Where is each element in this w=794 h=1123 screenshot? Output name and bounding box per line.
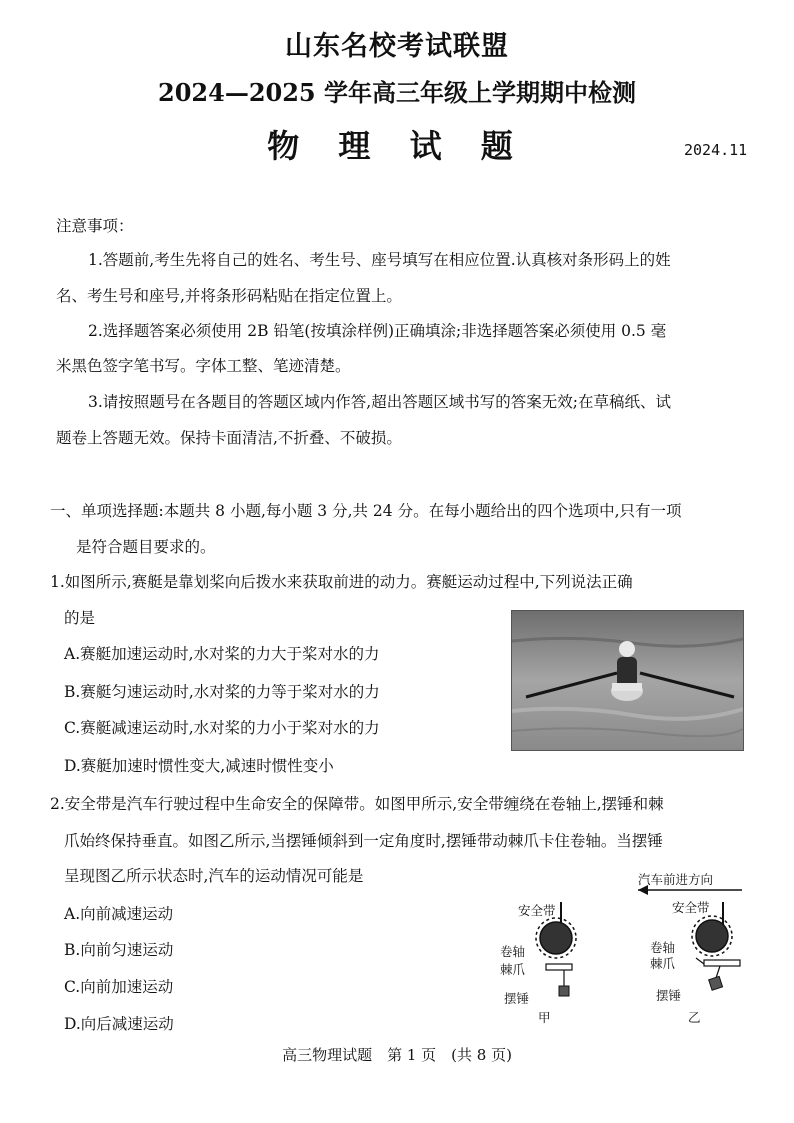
q2-option-b: B.向前匀速运动 [64,941,174,959]
section-heading-cont: 是符合题目要求的。 [76,538,216,556]
direction-label: 汽车前进方向 [638,872,714,887]
q2-stem-cont: 呈现图乙所示状态时,汽车的运动情况可能是 [64,867,364,885]
belt-label-b: 安全带 [672,900,710,915]
notes-line: 3.请按照题号在各题目的答题区域内作答,超出答题区域书写的答案无效;在草稿纸、试 [88,393,671,411]
notes-line: 题卷上答题无效。保持卡面清洁,不折叠、不破损。 [56,429,402,447]
figure-b-label: 乙 [688,1010,701,1025]
page-footer: 高三物理试题 第 1 页 (共 8 页) [282,1046,512,1064]
notes-line: 2.选择题答案必须使用 2B 铅笔(按填涂样例)正确填涂;非选择题答案必须使用 0.5 毫 [88,322,667,340]
q2-option-c: C.向前加速运动 [64,978,174,996]
q1-option-d: D.赛艇加速时惯性变大,减速时惯性变小 [64,757,334,775]
q2-option-a: A.向前减速运动 [64,905,174,923]
rowing-photo [511,610,744,751]
q2-stem: 2.安全带是汽车行驶过程中生命安全的保障带。如图甲所示,安全带缠绕在卷轴上,摆锤和棘 [50,795,664,813]
notes-line: 名、考生号和座号,并将条形码粘贴在指定位置上。 [56,287,402,305]
q1-stem: 1.如图所示,赛艇是靠划桨向后拨水来获取前进的动力。赛艇运动过程中,下列说法正确 [50,573,633,591]
seatbelt-figure [490,866,754,1026]
notes-line: 米黑色签字笔书写。字体工整、笔迹清楚。 [56,357,351,375]
q1-stem-cont: 的是 [64,609,96,627]
subject-title: 物 理 试 题 [267,127,527,165]
notes-line: 1.答题前,考生先将自己的姓名、考生号、座号填写在相应位置.认真核对条形码上的姓 [88,251,671,269]
q2-option-d: D.向后减速运动 [64,1015,174,1033]
q1-option-b: B.赛艇匀速运动时,水对桨的力等于桨对水的力 [64,683,380,701]
pawl-label-a: 棘爪 [500,962,526,977]
exam-title: 2024—2025 学年高三年级上学期期中检测 [158,78,636,107]
pendulum-label-a: 摆锤 [504,991,530,1006]
pawl-label-b: 棘爪 [650,956,676,971]
reel-label-a: 卷轴 [500,944,526,959]
figure-a-label: 甲 [538,1010,551,1025]
q2-stem-cont: 爪始终保持垂直。如图乙所示,当摆锤倾斜到一定角度时,摆锤带动棘爪卡住卷轴。当摆锤 [64,832,663,850]
reel-label-b: 卷轴 [650,940,676,955]
q1-option-c: C.赛艇减速运动时,水对桨的力小于桨对水的力 [64,719,380,737]
notes-heading: 注意事项： [56,217,134,235]
alliance-title: 山东名校考试联盟 [285,31,509,62]
pendulum-label-b: 摆锤 [656,988,682,1003]
q1-option-a: A.赛艇加速运动时,水对桨的力大于桨对水的力 [64,645,380,663]
belt-label-a: 安全带 [518,903,556,918]
exam-date: 2024.11 [684,141,748,159]
section-heading: 一、单项选择题:本题共 8 小题,每小题 3 分,共 24 分。在每小题给出的四个选项中,只有一项 [50,502,682,520]
